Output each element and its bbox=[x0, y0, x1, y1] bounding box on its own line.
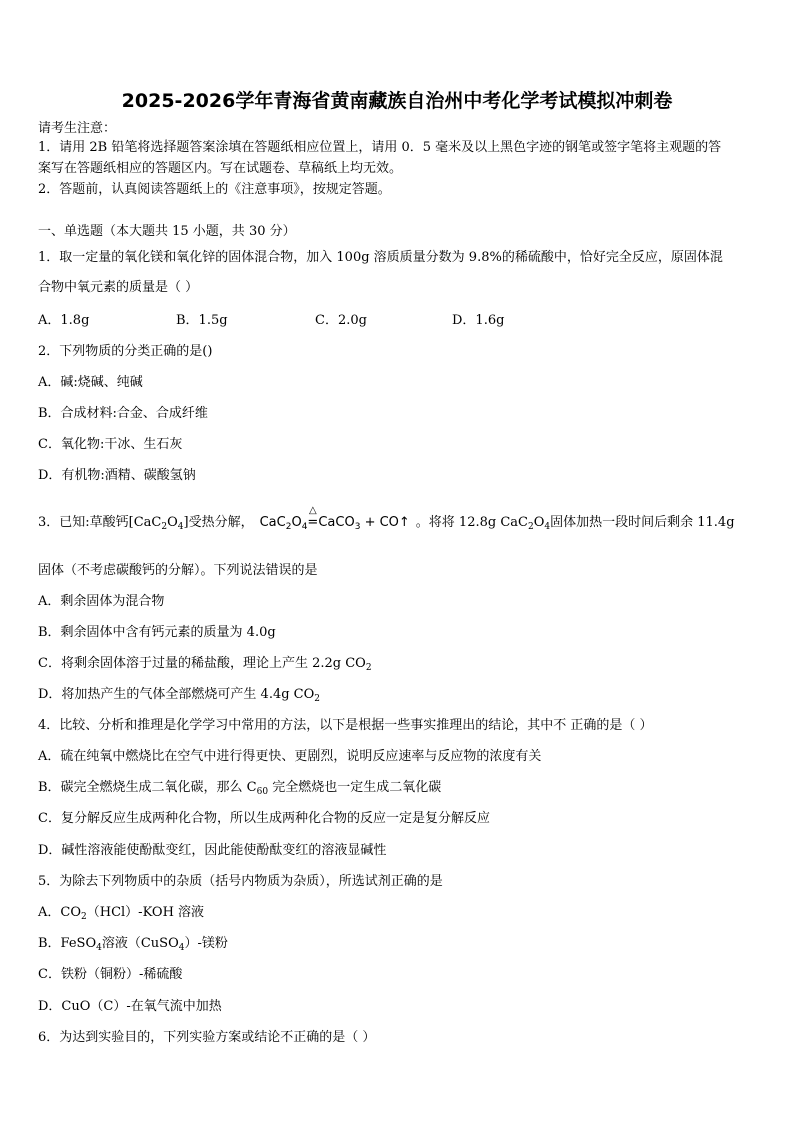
question-1-line-2: 合物中氧元素的质量是（ ） bbox=[38, 280, 199, 295]
q5-option-a[interactable]: A．$CO_2(HCl)$-KOH 溶液 bbox=[38, 905, 205, 922]
q5-option-d[interactable]: D．CuO（C）-在氧气流中加热 bbox=[38, 999, 222, 1014]
q3-option-a[interactable]: A．剩余固体为混合物 bbox=[38, 594, 165, 609]
question-4-stem: 4．比较、分析和推理是化学学习中常用的方法，以下是根据一些事实推理出的结论，其中不 正确的是（ ） bbox=[38, 718, 653, 733]
q1-option-d[interactable]: D．1.6g bbox=[452, 313, 505, 328]
q5-option-c[interactable]: C．铁粉（铜粉）-稀硫酸 bbox=[38, 967, 183, 982]
question-6-stem: 6．为达到实验目的，下列实验方案或结论不正确的是（ ） bbox=[38, 1030, 376, 1045]
heat-symbol: △ = bbox=[307, 505, 319, 530]
notice-item-1-line-2: 案写在答题纸相应的答题区内。写在试题卷、草稿纸上均无效。 bbox=[38, 161, 403, 176]
question-3-stem: 3．已知:草酸钙$[CaC_2O_4]$受热分解， $CaC_2O_4$ △ =CaCO$_3$ + CO↑ 。将将 12.8g $CaC_2O_4$固体加热一段时间后剩余 11.4g bbox=[38, 505, 735, 532]
q4-option-c[interactable]: C．复分解反应生成两种化合物，所以生成两种化合物的反应一定是复分解反应 bbox=[38, 811, 490, 826]
q2-option-d[interactable]: D．有机物:酒精、碳酸氢钠 bbox=[38, 468, 196, 483]
q1-option-a[interactable]: A．1.8g bbox=[38, 313, 90, 328]
page-title: 2025-2026学年青海省黄南藏族自治州中考化学考试模拟冲刺卷 bbox=[121, 90, 673, 112]
q4-option-a[interactable]: A．硫在纯氧中燃烧比在空气中进行得更快、更剧烈，说明反应速率与反应物的浓度有关 bbox=[38, 749, 542, 764]
q1-option-b[interactable]: B．1.5g bbox=[176, 313, 228, 328]
q4-option-d[interactable]: D．碱性溶液能使酚酞变红，因此能使酚酞变红的溶液显碱性 bbox=[38, 843, 387, 858]
notice-item-2: 2．答题前，认真阅读答题纸上的《注意事项》，按规定答题。 bbox=[38, 182, 391, 197]
question-5-stem: 5．为除去下列物质中的杂质（括号内物质为杂质），所选试剂正确的是 bbox=[38, 874, 443, 889]
q3-option-c[interactable]: C．将剩余固体溶于过量的稀盐酸，理论上产生 2.2g $CO_2$ bbox=[38, 656, 372, 673]
q5-option-b[interactable]: B．FeSO$_4$溶液（CuSO$_4$）-镁粉 bbox=[38, 936, 228, 953]
q3-option-d[interactable]: D．将加热产生的气体全部燃烧可产生 4.4g $CO_2$ bbox=[38, 687, 321, 704]
notice-heading: 请考生注意： bbox=[38, 121, 117, 136]
question-1-line-1: 1．取一定量的氧化镁和氧化锌的固体混合物，加入 100g 溶质质量分数为 9.8%的稀硫酸中，恰好完全反应，原固体混 bbox=[38, 250, 723, 265]
notice-item-1-line-1: 1．请用 2B 铅笔将选择题答案涂填在答题纸相应位置上，请用 0．5 毫米及以上黑色字迹的钢笔或签字笔将主观题的答 bbox=[38, 140, 722, 155]
q3-option-b[interactable]: B．剩余固体中含有钙元素的质量为 4.0g bbox=[38, 625, 276, 640]
q2-option-b[interactable]: B．合成材料:合金、合成纤维 bbox=[38, 406, 208, 421]
q2-option-c[interactable]: C．氧化物:干冰、生石灰 bbox=[38, 437, 183, 452]
q1-option-c[interactable]: C．2.0g bbox=[315, 313, 367, 328]
q2-option-a[interactable]: A．碱:烧碱、纯碱 bbox=[38, 375, 143, 390]
section-heading-single-choice: 一、单选题（本大题共 15 小题，共 30 分） bbox=[38, 224, 296, 239]
question-2-stem: 2．下列物质的分类正确的是() bbox=[38, 344, 213, 359]
q4-option-b[interactable]: B．碳完全燃烧生成二氧化碳，那么 $C_{60}$ 完全燃烧也一定生成二氧化碳 bbox=[38, 780, 442, 797]
question-3-line-2: 固体（不考虑碳酸钙的分解）。下列说法错误的是 bbox=[38, 563, 318, 578]
decomposition-equation: $CaC_2O_4$ △ =CaCO$_3$ + CO↑ bbox=[259, 505, 410, 532]
